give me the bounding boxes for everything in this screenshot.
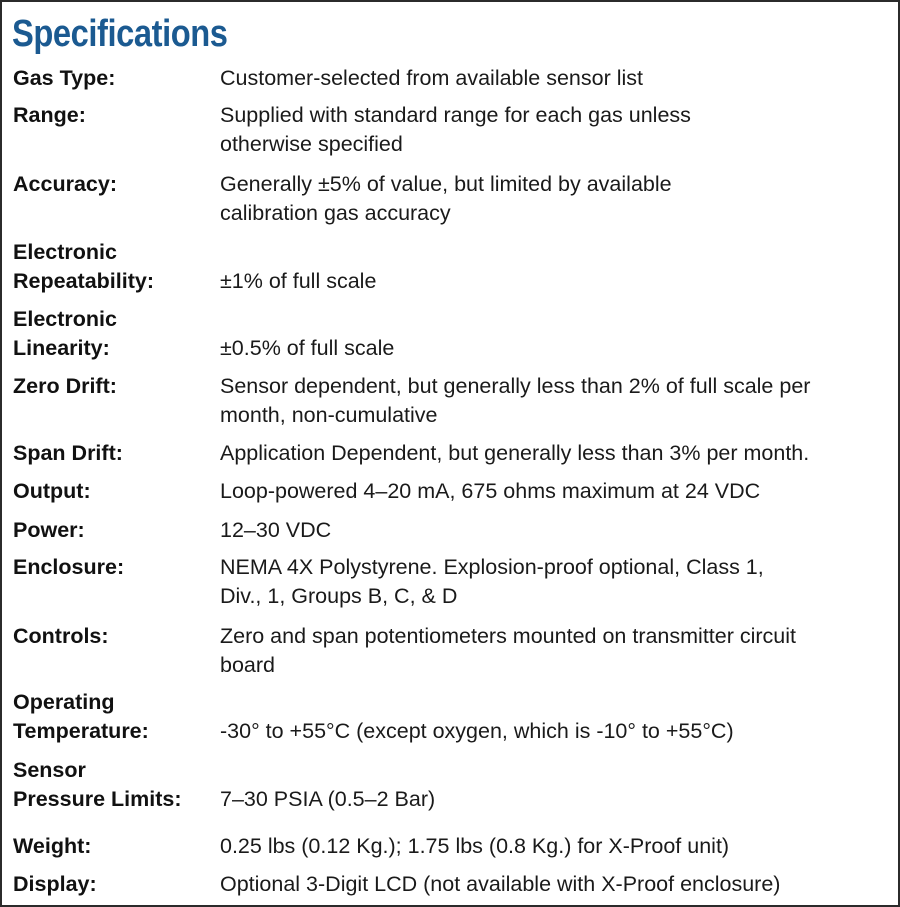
spec-label-line: Operating [13, 690, 115, 714]
spec-label-line: Weight: [13, 834, 92, 858]
spec-label-line: Display: [13, 872, 97, 896]
spec-value-line: 0.25 lbs (0.12 Kg.); 1.75 lbs (0.8 Kg.) for X-Proof unit) [220, 834, 730, 858]
spec-value-line: Div., 1, Groups B, C, & D [220, 584, 458, 608]
spec-label-line: Range: [13, 103, 86, 127]
spec-value [220, 477, 890, 506]
spec-value [220, 64, 890, 93]
spec-label [13, 756, 213, 814]
spec-label [13, 477, 213, 506]
spec-label [13, 238, 213, 296]
spec-value-line: board [220, 653, 275, 677]
spec-label [13, 622, 213, 651]
spec-label-line: Repeatability: [13, 269, 154, 293]
spec-label [13, 305, 213, 363]
spec-value-line: 7–30 PSIA (0.5–2 Bar) [220, 787, 436, 811]
spec-label-line: Zero Drift: [13, 374, 117, 398]
spec-label-line: Accuracy: [13, 172, 117, 196]
spec-value [220, 170, 890, 228]
spec-value-line: NEMA 4X Polystyrene. Explosion-proof optional, Class 1, [220, 555, 764, 579]
spec-value-line: ±1% of full scale [220, 269, 377, 293]
spec-label-line: Linearity: [13, 336, 110, 360]
spec-value-line: Generally ±5% of value, but limited by available [220, 172, 672, 196]
spec-label [13, 516, 213, 545]
spec-label-line: Span Drift: [13, 441, 123, 465]
spec-value-line: month, non-cumulative [220, 403, 438, 427]
spec-label-line: Gas Type: [13, 66, 116, 90]
spec-label [13, 688, 213, 746]
spec-value [220, 870, 890, 899]
spec-value-line: Loop-powered 4–20 mA, 675 ohms maximum at 24 VDC [220, 479, 761, 503]
spec-value [220, 101, 890, 159]
spec-value-line: 12–30 VDC [220, 518, 332, 542]
spec-value-line: Customer-selected from available sensor list [220, 66, 643, 90]
spec-label-line: Controls: [13, 624, 109, 648]
spec-label-line: Electronic [13, 240, 117, 264]
spec-value-line: calibration gas accuracy [220, 201, 451, 225]
spec-value-line: otherwise specified [220, 132, 403, 156]
spec-value-line: ±0.5% of full scale [220, 336, 395, 360]
spec-label [13, 64, 213, 93]
spec-value-line: Supplied with standard range for each gas unless [220, 103, 691, 127]
spec-value [220, 622, 890, 680]
spec-label [13, 170, 213, 199]
page-title: Specifications [12, 13, 228, 55]
spec-label-line: Electronic [13, 307, 117, 331]
spec-label-line: Power: [13, 518, 85, 542]
spec-value [220, 785, 890, 814]
spec-value [220, 553, 890, 611]
spec-value [220, 516, 890, 545]
spec-label [13, 553, 213, 582]
spec-label-line: Pressure Limits: [13, 787, 182, 811]
spec-value-line: Zero and span potentiometers mounted on transmitter circuit [220, 624, 797, 648]
spec-label [13, 832, 213, 861]
spec-label-line: Sensor [13, 758, 86, 782]
spec-value [220, 832, 890, 861]
spec-value [220, 717, 890, 746]
spec-label [13, 101, 213, 130]
spec-label [13, 372, 213, 401]
spec-label [13, 870, 213, 899]
spec-value-line: -30° to +55°C (except oxygen, which is -10° to +55°C) [220, 719, 734, 743]
spec-value [220, 439, 890, 468]
spec-label-line: Output: [13, 479, 91, 503]
spec-value [220, 334, 890, 363]
spec-label-line: Enclosure: [13, 555, 125, 579]
spec-label [13, 439, 213, 468]
spec-value-line: Sensor dependent, but generally less than 2% of full scale per [220, 374, 811, 398]
spec-label-line: Temperature: [13, 719, 149, 743]
spec-value [220, 267, 890, 296]
spec-value-line: Optional 3-Digit LCD (not available with X-Proof enclosure) [220, 872, 781, 896]
spec-value [220, 372, 890, 430]
spec-value-line: Application Dependent, but generally less than 3% per month. [220, 441, 810, 465]
